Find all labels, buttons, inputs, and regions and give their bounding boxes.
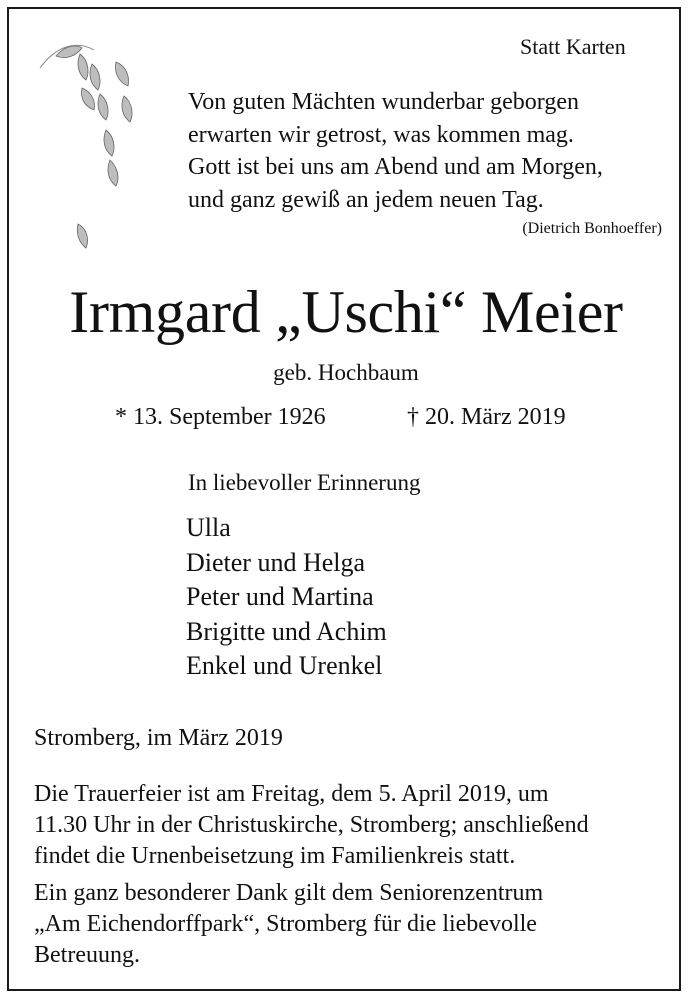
poem-line: Von guten Mächten wunderbar geborgen bbox=[188, 89, 580, 115]
poem-line: Gott ist bei uns am Abend und am Morgen, bbox=[188, 154, 603, 180]
death-date: † 20. März 2019 bbox=[407, 404, 566, 430]
funeral-info bbox=[34, 779, 589, 872]
birth-date: * 13. September 1926 bbox=[115, 404, 326, 430]
family-member: Brigitte und Achim bbox=[186, 616, 387, 646]
poem-line: erwarten wir getrost, was kommen mag. bbox=[188, 121, 574, 148]
poem-line: und ganz gewiß an jedem neuen Tag. bbox=[188, 186, 544, 213]
funeral-line: findet die Urnenbeisetzung im Familienkreis statt. bbox=[34, 843, 516, 869]
falling-leaves-icon bbox=[36, 38, 146, 258]
deceased-name: Irmgard „Uschi“ Meier bbox=[69, 279, 623, 345]
funeral-line: Die Trauerfeier ist am Freitag, dem 5. April 2019, um bbox=[34, 781, 549, 807]
thanks-line: Ein ganz besonderer Dank gilt dem Seniorenzentrum bbox=[34, 880, 544, 906]
family-list bbox=[186, 511, 387, 684]
thanks-line: Betreuung. bbox=[34, 942, 140, 968]
poem-author: (Dietrich Bonhoeffer) bbox=[522, 220, 662, 237]
family-member: Enkel und Urenkel bbox=[186, 651, 383, 680]
funeral-line: 11.30 Uhr in der Christuskirche, Stromberg; anschließend bbox=[34, 812, 589, 838]
header-note: Statt Karten bbox=[520, 34, 626, 59]
family-member: Ulla bbox=[186, 513, 231, 542]
birth-name: geb. Hochbaum bbox=[273, 360, 419, 385]
memory-line: In liebevoller Erinnerung bbox=[188, 470, 421, 495]
family-member: Dieter und Helga bbox=[186, 547, 366, 577]
thanks-line: „Am Eichendorffpark“, Stromberg für die liebevolle bbox=[34, 911, 537, 937]
thanks-note bbox=[34, 878, 543, 971]
poem bbox=[188, 86, 603, 216]
place-date: Stromberg, im März 2019 bbox=[34, 725, 283, 751]
family-member: Peter und Martina bbox=[186, 582, 374, 611]
